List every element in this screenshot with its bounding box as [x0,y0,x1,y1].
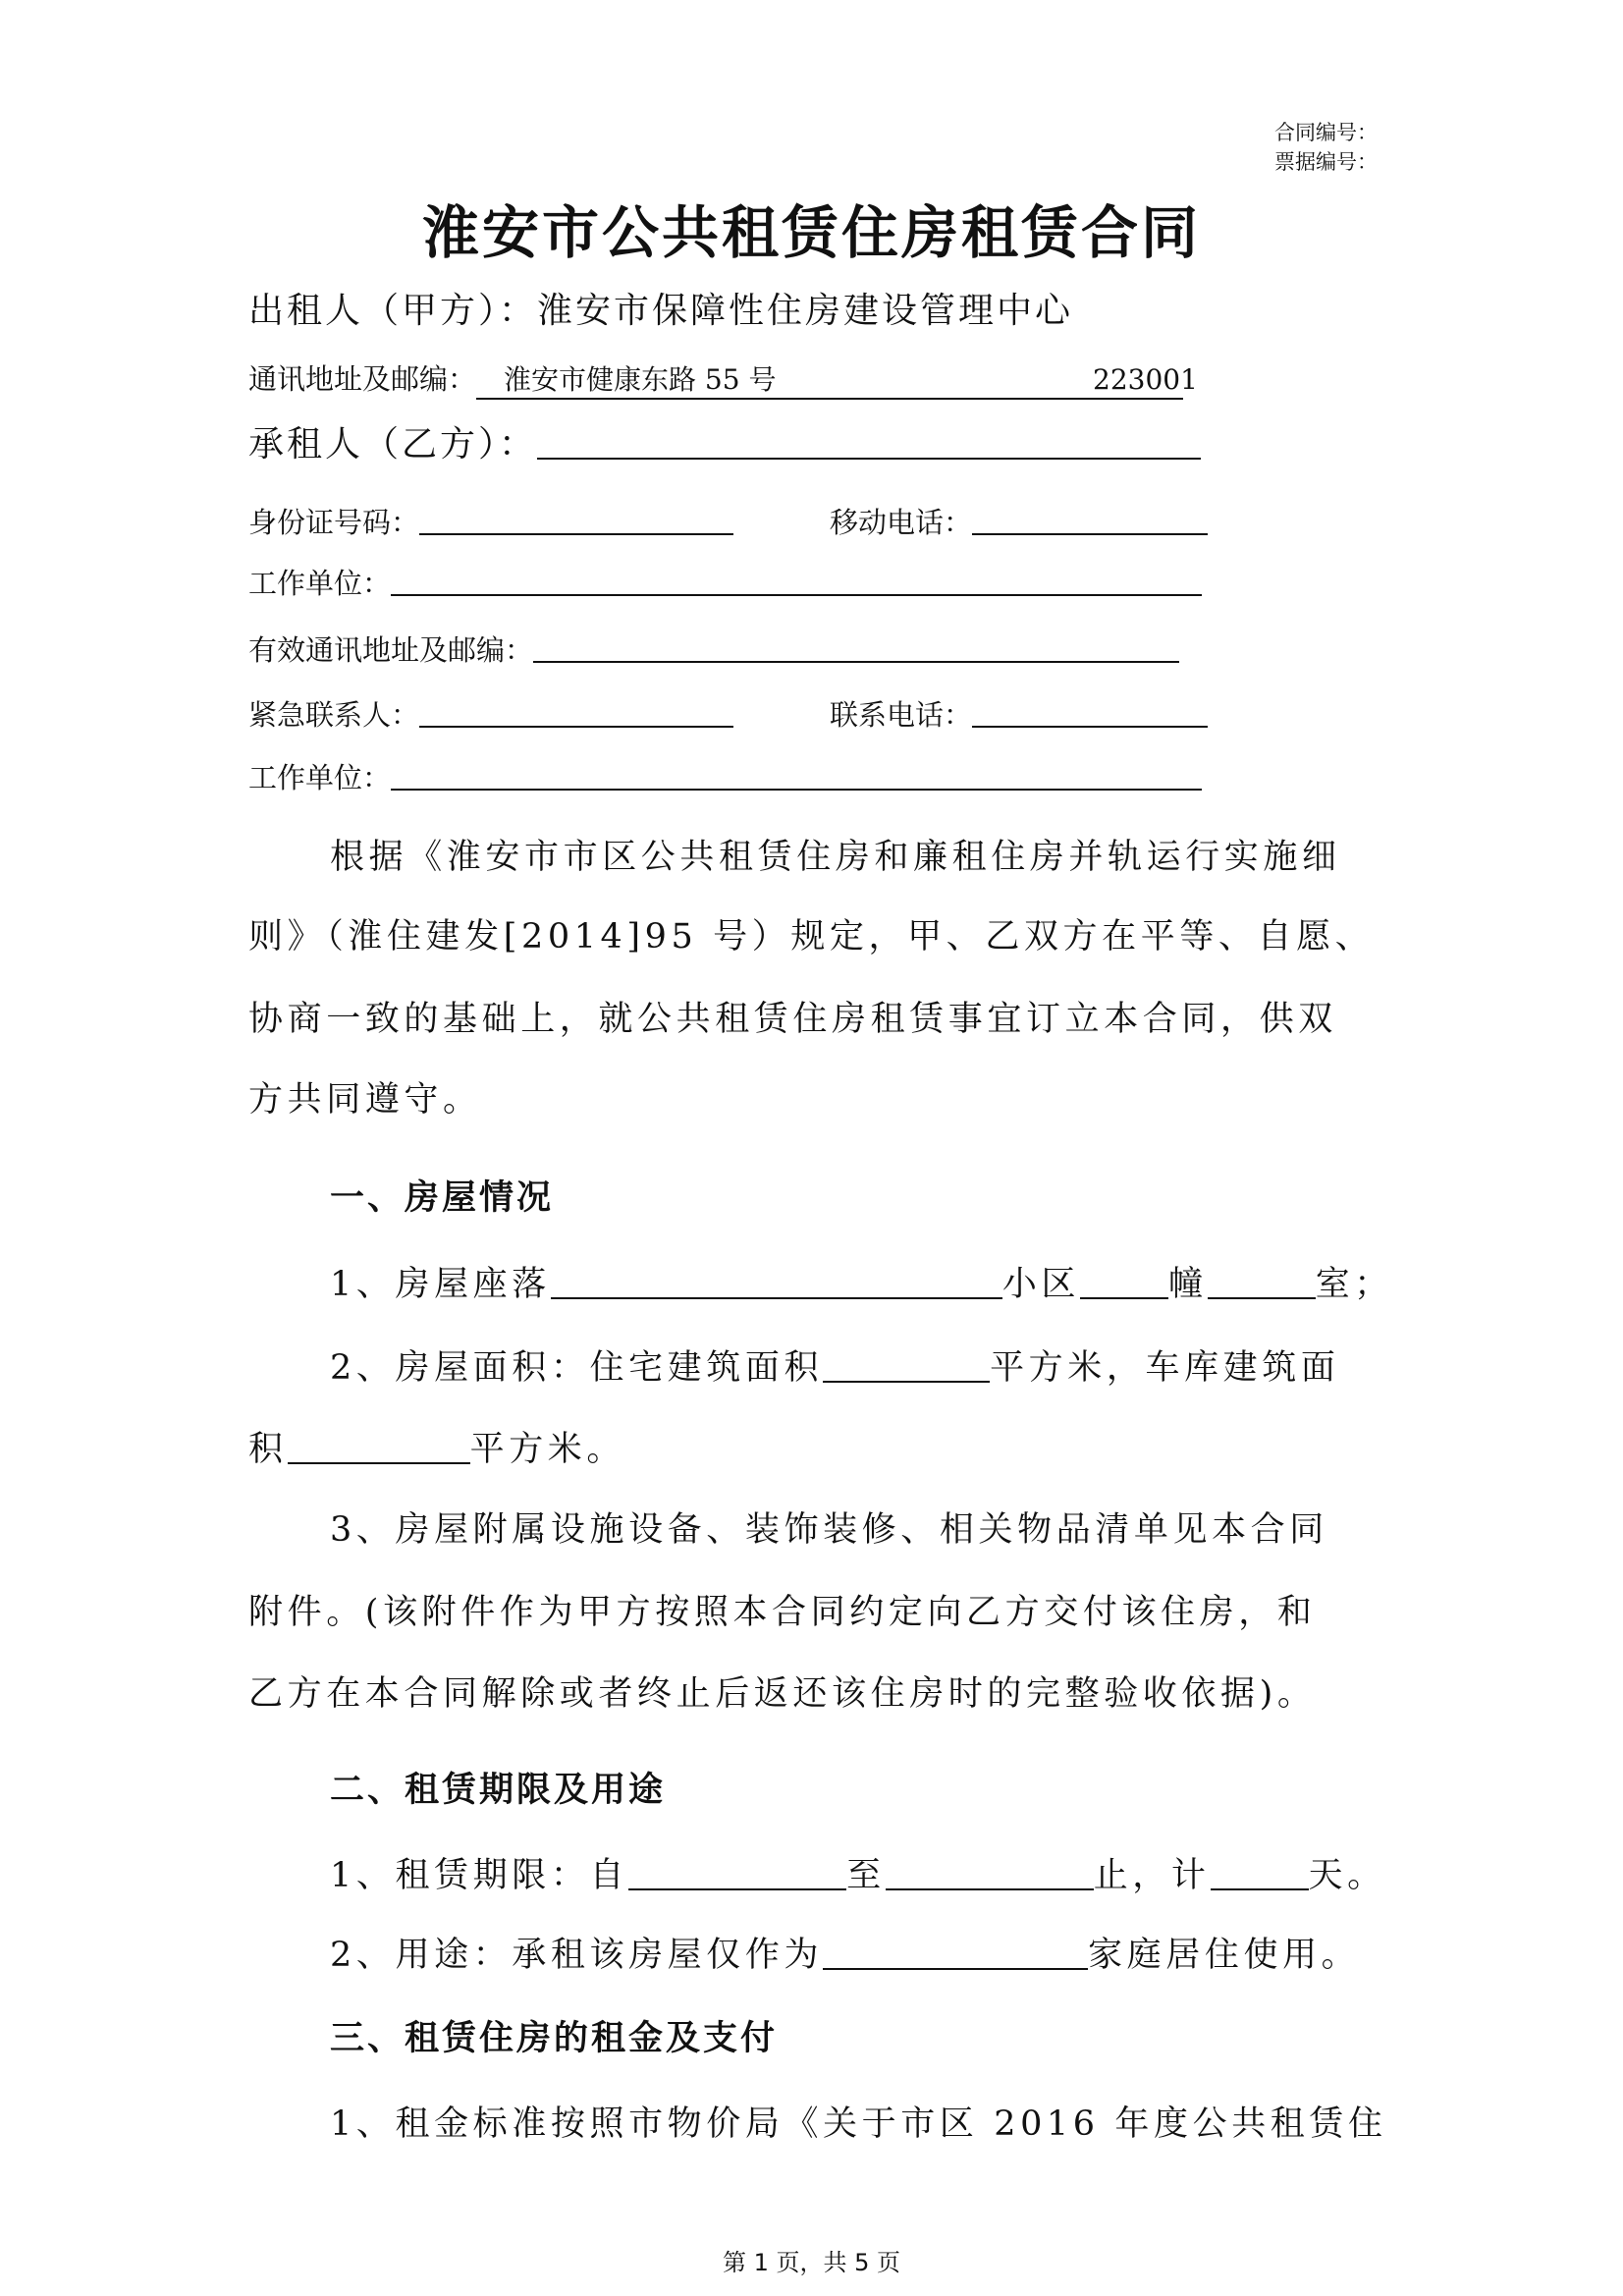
emergency-contact-line [248,693,733,734]
lessee-id-line [248,501,733,541]
lessee-address-line [248,629,1179,669]
term-start-blank [628,1854,846,1890]
page-number-footer: 第 1 页，共 5 页 [722,2249,901,2276]
square-meters-label: 平方米。 [469,1430,626,1469]
residential-area-label: 2、房屋面积：住宅建筑面积 [330,1348,824,1388]
lessor-value: 淮安市保障性住房建设管理中心 [537,291,1074,331]
document-title: 淮安市公共租赁住房租赁合同 [421,199,1201,266]
emergency-contact-label: 紧急联系人： [248,698,420,732]
building-blank [1080,1263,1168,1299]
term-days-blank [1211,1854,1309,1890]
contact-phone-label: 联系电话： [830,698,973,732]
work-unit-label: 工作单位： [248,567,392,600]
section-3-item-1: 1、租金标准按照市物价局《关于市区 2016 年度公共租赁住 [330,2105,1387,2144]
lessor-address-label: 通讯地址及邮编： [248,362,477,396]
days-label: 天。 [1308,1856,1386,1895]
term-from-label: 1、租赁期限：自 [330,1856,629,1895]
section-1-item-2 [330,1340,1339,1390]
room-blank [1208,1263,1316,1299]
section-2-heading: 二、租赁期限及用途 [330,1770,667,1810]
valid-address-label: 有效通讯地址及邮编： [248,633,534,667]
section-1-item-3-line-3: 乙方在本合同解除或者终止后返还该住房时的完整验收依据)。 [248,1674,1317,1714]
intro-line-4: 方共同遵守。 [248,1080,482,1120]
lessor-postcode: 223001 [1093,363,1198,396]
lessee-line [248,416,1201,466]
mobile-blank [972,505,1208,535]
contact-phone-line [830,693,1208,734]
valid-address-blank [533,632,1179,663]
community-label: 小区 [1001,1265,1081,1304]
section-2-item-2 [330,1928,1360,1977]
lessee-label: 承租人（乙方）： [248,424,538,465]
usage-blank [823,1934,1088,1970]
room-label: 室； [1315,1265,1393,1304]
usage-label: 2、用途：承租该房屋仅作为 [330,1936,824,1975]
section-1-heading: 一、房屋情况 [330,1177,555,1218]
emergency-work-label: 工作单位： [248,761,392,794]
location-label: 1、房屋座落 [330,1265,551,1304]
id-number-label: 身份证号码： [248,506,420,539]
lessor-label: 出租人（甲方）： [248,291,538,331]
section-1-item-3-line-1: 3、房屋附属设施设备、装饰装修、相关物品清单见本合同 [330,1510,1328,1550]
receipt-number-label: 票据编号： [1274,150,1378,174]
section-1-item-1 [330,1257,1393,1306]
contact-phone-blank [972,697,1208,728]
section-1-item-2-cont [248,1422,625,1471]
intro-line-3: 协商一致的基础上，就公共租赁住房租赁事宜订立本合同，供双 [248,1000,1337,1039]
lessor-address-line [248,357,1198,400]
emergency-contact-blank [419,697,733,728]
residential-area-blank [823,1346,990,1383]
family-residence-label: 家庭居住使用。 [1088,1936,1361,1975]
term-to-label: 至 [846,1856,886,1895]
lessee-name-blank [537,422,1201,460]
contract-number-label: 合同编号： [1274,121,1378,144]
lessor-address-field [476,358,1198,400]
building-label: 幢 [1168,1265,1208,1304]
lessor-address-value: 淮安市健康东路 55 号 [504,363,777,396]
lessee-work-line [248,562,1202,602]
id-number-blank [419,505,733,535]
intro-line-2: 则》（淮住建发[2014]95 号）规定，甲、乙双方在平等、自愿、 [248,917,1375,957]
mobile-label: 移动电话： [830,506,973,539]
section-2-item-1 [330,1848,1386,1897]
section-1-item-3-line-2: 附件。(该附件作为甲方按照本合同约定向乙方交付该住房，和 [248,1593,1317,1632]
lessor-line [248,283,1073,333]
term-total-label: 止，计 [1093,1856,1211,1895]
emergency-work-line [248,756,1202,796]
garage-area-label: 平方米，车库建筑面 [990,1348,1340,1388]
work-unit-blank [391,566,1202,596]
term-end-blank [886,1854,1094,1890]
mobile-line [830,501,1208,541]
area-continued-label: 积 [248,1430,288,1469]
intro-line-1: 根据《淮安市市区公共租赁住房和廉租住房并轨运行实施细 [330,838,1341,877]
emergency-work-blank [391,760,1202,791]
garage-area-blank [288,1428,470,1464]
location-blank [551,1263,1002,1299]
section-3-heading: 三、租赁住房的租金及支付 [330,2018,779,2058]
